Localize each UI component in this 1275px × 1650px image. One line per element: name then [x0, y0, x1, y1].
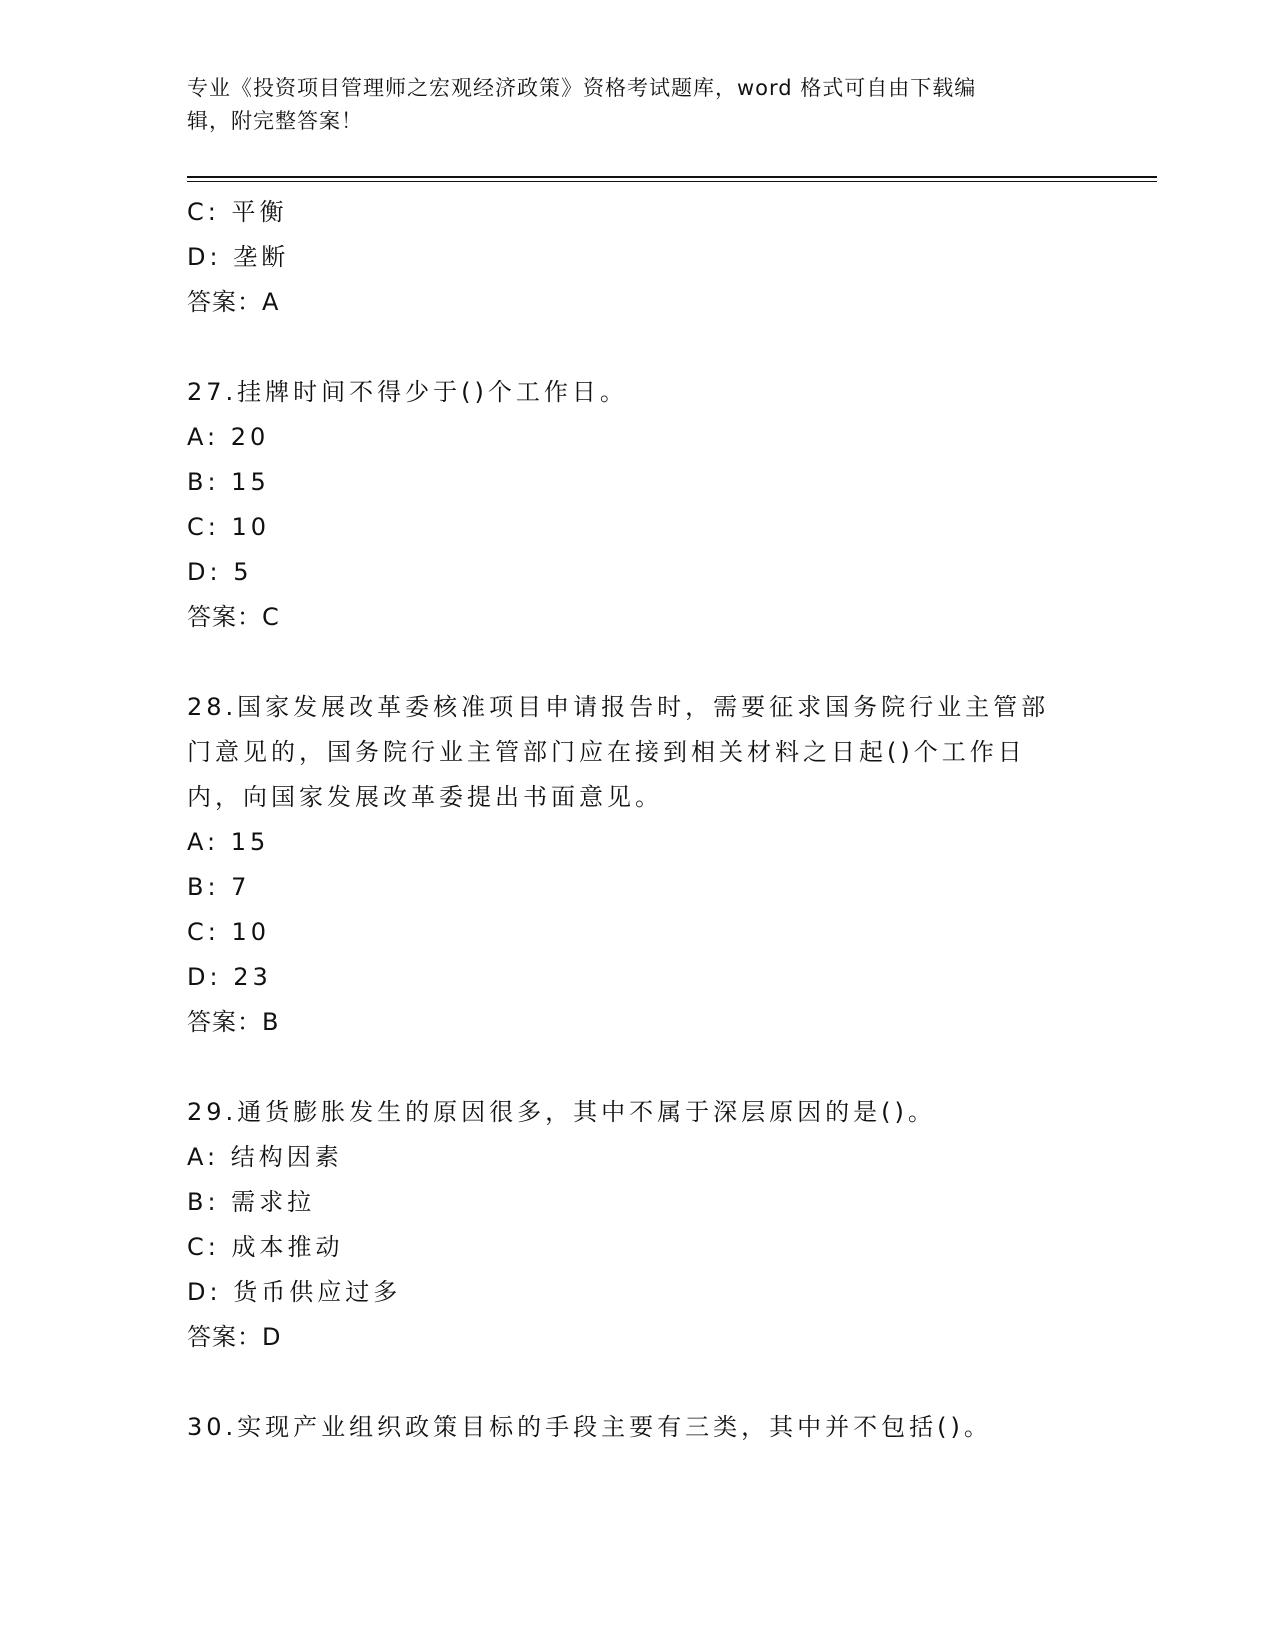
header-line-1: 专业《投资项目管理师之宏观经济政策》资格考试题库，word 格式可自由下载编 [187, 76, 977, 100]
option-c: C: 成本推动 [187, 1233, 344, 1261]
question-30 [187, 1405, 1087, 1450]
option-a: A: 15 [187, 828, 270, 856]
option-a: A: 结构因素 [187, 1143, 343, 1171]
answer-line: 答案：B [187, 1008, 280, 1036]
answer-line: 答案：C [187, 603, 280, 631]
question-stem: 29.通货膨胀发生的原因很多，其中不属于深层原因的是()。 [187, 1098, 936, 1126]
question-28 [187, 685, 1087, 1045]
header-line-2: 辑，附完整答案！ [187, 109, 363, 133]
question-stem-line-3: 内，向国家发展改革委提出书面意见。 [187, 783, 663, 811]
header-divider-thin [187, 181, 1157, 182]
question-list [187, 190, 1087, 1450]
spacer [187, 325, 1087, 370]
question-29 [187, 1090, 1087, 1360]
answer-line: 答案：A [187, 288, 280, 316]
option-b: B: 7 [187, 873, 251, 901]
option-c: C: 10 [187, 918, 271, 946]
option-d: D: 5 [187, 558, 253, 586]
option-c: C: 10 [187, 513, 271, 541]
question-stem-line-2: 门意见的，国务院行业主管部门应在接到相关材料之日起()个工作日 [187, 738, 1026, 766]
option-b: B: 需求拉 [187, 1188, 316, 1216]
spacer [187, 1045, 1087, 1090]
previous-question-tail [187, 190, 1087, 325]
question-stem: 30.实现产业组织政策目标的手段主要有三类，其中并不包括()。 [187, 1413, 992, 1441]
option-d: D: 货币供应过多 [187, 1278, 402, 1306]
spacer [187, 1360, 1087, 1405]
spacer [187, 640, 1087, 685]
option-d: D: 垄断 [187, 243, 290, 271]
document-header [187, 72, 1067, 138]
option-d: D: 23 [187, 963, 272, 991]
answer-line: 答案：D [187, 1323, 282, 1351]
option-c: C: 平衡 [187, 198, 288, 226]
question-stem: 27.挂牌时间不得少于()个工作日。 [187, 378, 628, 406]
question-stem-line-1: 28.国家发展改革委核准项目申请报告时，需要征求国务院行业主管部 [187, 693, 1050, 721]
question-27 [187, 370, 1087, 640]
header-divider-thick [187, 176, 1157, 178]
option-b: B: 15 [187, 468, 270, 496]
option-a: A: 20 [187, 423, 270, 451]
